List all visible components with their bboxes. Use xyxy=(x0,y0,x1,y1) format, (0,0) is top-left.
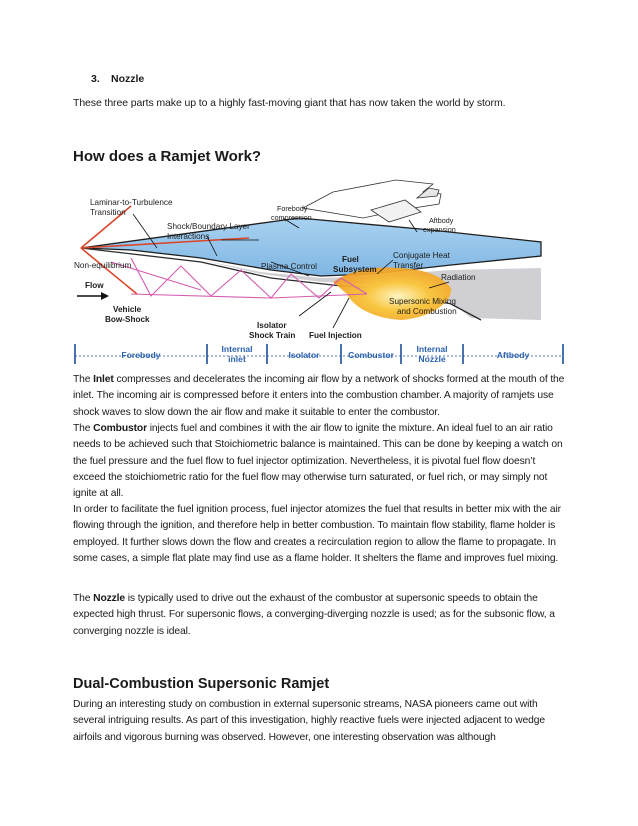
label-shock-boundary-2: Interactions xyxy=(167,232,210,241)
section-isolator: Isolator xyxy=(288,350,320,360)
label-fuel-subsystem-1: Fuel xyxy=(342,255,359,264)
list-item-nozzle xyxy=(91,73,144,85)
section-band xyxy=(75,344,563,364)
label-isolator-1: Isolator xyxy=(257,321,287,330)
label-laminar-2: Transition xyxy=(90,208,126,217)
label-forebody-comp-1: Forebody xyxy=(277,204,308,213)
label-flow: Flow xyxy=(85,281,104,290)
label-forebody-comp-2: compression xyxy=(271,213,312,222)
paragraph-combustor: The Combustor injects fuel and combines it with the air flow to ignite the mixture. An ideal fuel to an air ratio needs to be achieved such that Stoichiometric balance is maintained. This can be done by keeping a watch on the fuel pressure and the fuel flow to fuel injector optimization. Nevertheless, it is pivotal fuel flow doesn’t exceed the stoichiometric ratio for the fuel flow may otherwise turn saturated, or fuel rich, or may simply not ignite at all. xyxy=(73,423,563,500)
label-fuel-subsystem-2: Subsystem xyxy=(333,265,377,274)
section-internal-inlet: Internal inlet xyxy=(221,344,253,364)
label-conjugate-1: Conjugate Heat xyxy=(393,251,450,260)
label-non-equilibrium: Non-equilibrium xyxy=(74,261,132,270)
flow-arrow xyxy=(77,292,109,300)
section-combustor: Combustor xyxy=(348,350,394,360)
term-nozzle: Nozzle xyxy=(93,593,126,604)
label-shock-boundary-1: Shock/Boundary Layer xyxy=(167,222,250,231)
section-heading-dual-combustion: Dual-Combustion Supersonic Ramjet xyxy=(73,676,330,692)
paragraph-inlet: The Inlet compresses and decelerates the incoming air flow by a network of shocks formed at the mouth of the inlet. The incoming air is compressed before it enters into the combustion chamber. A majority of ramjets use shock waves to slow down the air flow and make it suitable to enter the combustor. xyxy=(73,374,565,418)
list-number: 3. xyxy=(91,73,100,85)
term-inlet: Inlet xyxy=(93,374,114,385)
label-aftbody-exp-2: expansion xyxy=(423,225,456,234)
section-aftbody: Aftbody xyxy=(496,350,530,360)
section-internal-nozzle: Internal Nozzle xyxy=(416,344,448,364)
list-label: Nozzle xyxy=(111,73,145,85)
label-bow-shock-1: Vehicle xyxy=(113,305,142,314)
label-bow-shock-2: Bow-Shock xyxy=(105,315,150,324)
section-forebody: Forebody xyxy=(121,350,161,360)
label-conjugate-2: Transfer xyxy=(393,261,424,270)
label-plasma-control: Plasma Control xyxy=(261,262,317,271)
label-fuel-injection: Fuel Injection xyxy=(309,331,362,340)
label-mixing-1: Supersonic Mixing xyxy=(389,297,456,306)
paragraph-nozzle: The Nozzle is typically used to drive out the exhaust of the combustor at supersonic speeds to obtain the expected high thrust. For supersonic flows, a converging-diverging nozzle is used; as for the subsonic flow, a converging nozzle is ideal. xyxy=(73,593,555,637)
term-combustor: Combustor xyxy=(93,423,147,434)
label-aftbody-exp-1: Aftbody xyxy=(429,216,454,225)
paragraph-ignition: In order to facilitate the fuel ignition process, fuel injector atomizes the fuel that results in better mix with the air flowing through the ignition, and therefore help in better combustion. To maintain flow stability, flame holder is employed. It further slows down the flow and creates a recirculation region to allow the flame to propagate. In some cases, a simple flat plate may find use as a flame holder. It shelters the flame and improves fuel mixing. xyxy=(73,504,561,564)
ramjet-diagram xyxy=(71,170,567,366)
aircraft-sketch xyxy=(303,180,441,222)
label-isolator-2: Shock Train xyxy=(249,331,296,340)
label-radiation: Radiation xyxy=(441,273,476,282)
section-heading-ramjet: How does a Ramjet Work? xyxy=(73,148,262,165)
paragraph-dual-combustion: During an interesting study on combustion in external supersonic streams, NASA pioneers came out with several intriguing results. As part of this investigation, highly reactive fuels were injected adjacent to wedge airfoils and vigorous burning was observed. However, one interesting observation was although xyxy=(73,699,545,743)
intro-text: These three parts make up to a highly fast-moving giant that has now taken the world by storm. xyxy=(73,97,506,109)
label-laminar-1: Laminar-to-Turbulence xyxy=(90,198,173,207)
label-mixing-2: and Combustion xyxy=(397,307,457,316)
